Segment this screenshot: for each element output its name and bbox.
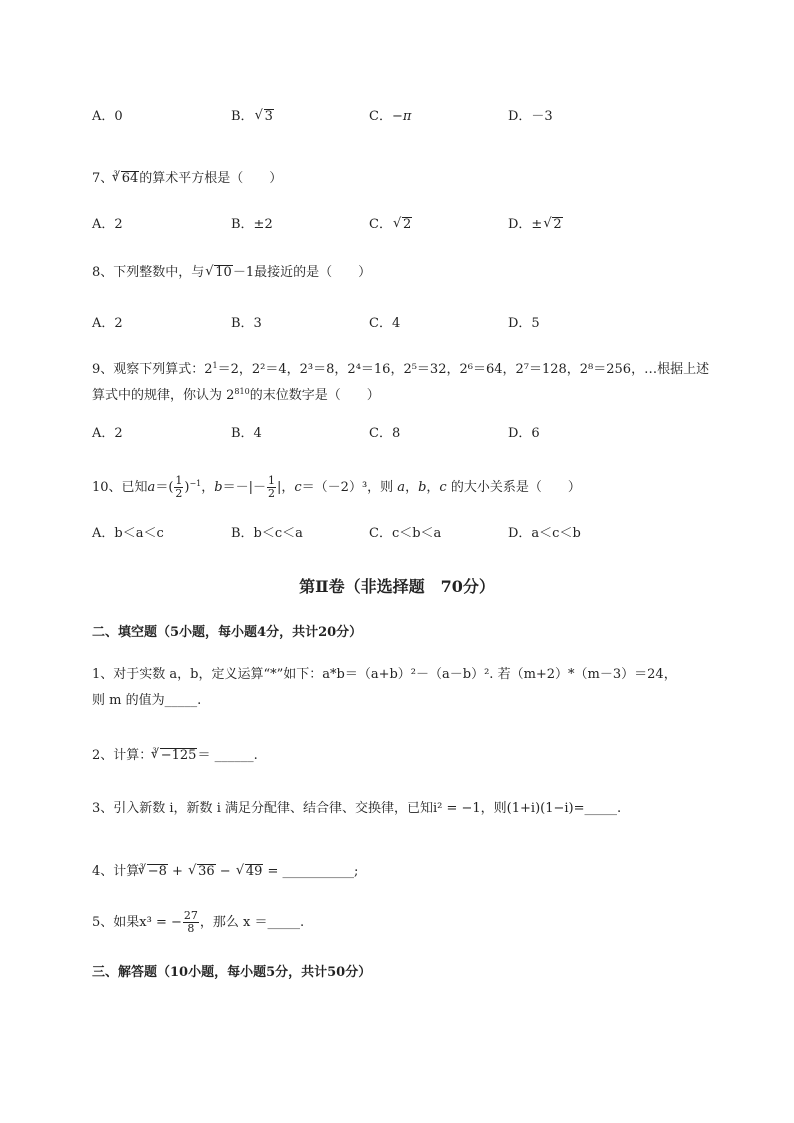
question-7: 7、$^3$√ 64的算术平方根是（ ） [92,165,282,188]
q8-option-a: A．2 [92,316,123,331]
part-2-heading: 二、填空题（5小题，每小题4分，共计20分） [92,625,363,640]
q6-option-b: B．√ 3 [231,108,274,126]
q6-option-c: C．−π [369,109,412,124]
q10-option-d: D．a＜c＜b [508,526,581,541]
fill-3: 3、引入新数 i，新数 i 满足分配律、结合律、交换律，已知i² = −1，则(1+i)(1−i)=_____. [92,801,622,816]
part-3-heading: 三、解答题（10小题，每小题5分，共计50分） [92,965,372,980]
q6-option-d: D．－3 [508,109,553,124]
question-9-line-2: 算式中的规律，你认为 $2^{810}$的末位数字是（ ） [92,387,380,403]
fill-1-line-2: 则 m 的值为_____. [92,693,202,708]
fill-5: 5、如果x³ = − $\frac{27}{8}$ ，那么 x ＝_____. [92,909,305,935]
section-2-title: 第Ⅱ卷（非选择题 70分） [299,577,495,596]
q9-option-b: B．4 [231,426,262,441]
q9-option-a: A．2 [92,426,123,441]
fill-1-line-1: 1、对于实数 a，b，定义运算“*”如下：a*b＝（a+b）²－（a－b）². 若（m+2）*（m－3）＝24， [92,667,677,682]
q10-option-a: A．b＜a＜c [92,526,164,541]
q7-option-a: A．2 [92,217,123,232]
fill-2: 2、计算：$^3$√ −125＝ ______. [92,742,258,765]
question-10: 10、已知a＝( $\frac{1}{2}$ )$^{-1}$，b＝－|－ $\frac{1}{2}$ |，c＝（－2）³，则 a，b，c 的大小关系是（ ） [92,474,581,500]
question-8: 8、下列整数中，与√ 10－1最接近的是（ ） [92,264,371,282]
q8-option-d: D．5 [508,316,540,331]
q7-option-b: B．±2 [231,217,273,232]
q10-option-c: C．c＜b＜a [369,526,442,541]
fill-4: 4、计算$^3$√ −8 + √ 36 − √ 49 = ___________; [92,858,358,881]
q9-option-d: D．6 [508,426,540,441]
q7-option-d: D．±√ 2 [508,216,563,234]
q8-option-c: C．4 [369,316,401,331]
q8-option-b: B．3 [231,316,262,331]
question-9-line-1: 9、观察下列算式：$2^1=2$，2²＝4，2³＝8，2⁴＝16，2⁵＝32，2⁶＝64，2⁷＝128，2⁸＝256，…根据上述 [92,361,710,377]
q7-option-c: C．√ 2 [369,216,412,234]
q10-option-b: B．b＜c＜a [231,526,303,541]
q6-option-a: A．0 [92,109,123,124]
q9-option-c: C．8 [369,426,401,441]
